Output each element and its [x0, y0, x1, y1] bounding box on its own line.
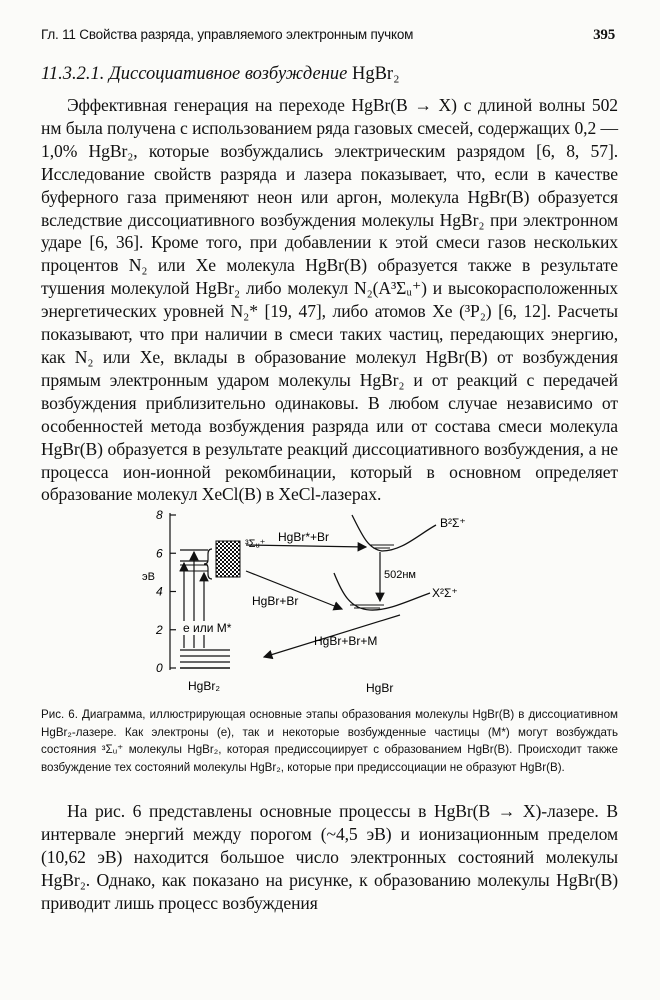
y-axis-unit: эВ — [142, 571, 155, 583]
x-state-levels — [350, 605, 384, 608]
y-tick-label: 6 — [156, 546, 163, 561]
section-formula: HgBr₂ — [351, 64, 400, 84]
reaction-top-label: HgBr*+Br — [278, 530, 330, 544]
y-tick-label: 8 — [156, 508, 163, 522]
molecule-left-label: HgBr₂ — [188, 679, 220, 693]
y-tick-label: 4 — [156, 584, 163, 599]
wavelength-label: 502нм — [384, 569, 416, 581]
state-x-label: X²Σ⁺ — [432, 586, 458, 600]
page-number: 395 — [593, 27, 615, 43]
predissociating-states-block — [216, 541, 240, 577]
state-3sigma-label: ³Σᵤ⁺ — [245, 538, 266, 550]
b-state-levels — [370, 545, 394, 548]
energy-level-diagram — [118, 505, 538, 705]
reaction-bottom-label: HgBr+Br+M — [314, 634, 378, 648]
section-heading — [41, 64, 400, 85]
hgbr2-ground-levels — [180, 650, 230, 668]
y-ticks — [155, 508, 176, 675]
b-state-curve — [352, 515, 436, 551]
state-b-label: B²Σ⁺ — [440, 516, 466, 530]
y-tick-label: 2 — [156, 622, 163, 637]
running-header — [41, 27, 615, 44]
figure-6-diagram — [118, 505, 538, 705]
excitation-label: e или M* — [183, 621, 232, 635]
paragraph-2: На рис. 6 представлены основные процессы в HgBr(B → X)-лазере. В интервале энергий между порогом (~4,5 эВ) и ионизационным пределом (10,62 эВ) находится большое число электронных состояний молекулы HgBr₂. Однако, как показано на рисунке, к образованию молекулы HgBr(B) приводит лишь процесс возбуждения — [41, 801, 618, 913]
figure-caption: Рис. 6. Диаграмма, иллюстрирующая основные этапы образования молекулы HgBr(B) в диссоциативном HgBr₂-лазере. Как электроны (e), так и некоторые возбужденные частицы (M*) могут возбуждать состояния ³Σᵤ⁺ молекулы HgBr₂, которая предиссоциирует с образованием HgBr(B). Происходит также возбуждение тех состояний молекулы HgBr₂, которые при предиссоциации не образуют HgBr(B). — [41, 708, 618, 774]
paragraph-1: Эффективная генерация на переходе HgBr(B → X) с длиной волны 502 нм была получена с использованием ряда газовых смесей, содержащих 0,2 — 1,0% HgBr₂, которые возбуждались электрическим разрядом [6, 8, 57]. Исследование свойств разряда и лазера показывает, что, если в качестве буферного газа применяют неон или аргон, молекула HgBr(B) образуется вследствие диссоциативного возбуждения молекулы HgBr₂ при электронном ударе [6, 36]. Кроме того, при добавлении к этой смеси газов нескольких процентов N₂ или Xe молекула HgBr(B) образуется также в результате тушения молекулой HgBr₂ либо молекул N₂(A³Σᵤ⁺) и высокорасположенных энергетических уровней N₂* [19, 47], либо атомов Xe (³P₂) [6, 12]. Расчеты показывают, что при наличии в смеси таких частиц, передающих энергию, как N₂ или Xe, вклады в образование молекул HgBr(B) от возбуждения прямым электронным ударом молекулы HgBr₂ и от реакций с передачей возбуждения приблизительно одинаковы. В любом случае независимо от особенностей метода возбуждения разряда или от состава смеси молекула HgBr(B) образуется в результате реакций диссоциативного возбуждения, а не процесса ион-ионной рекомбинации, который в основном определяет образование молекул XeCl(B) в XeCl-лазерах. — [41, 95, 618, 505]
y-tick-label: 0 — [156, 661, 163, 675]
reaction-middle-label: HgBr+Br — [252, 594, 299, 608]
molecule-right-label: HgBr — [366, 681, 394, 695]
section-title-text: 11.3.2.1. Диссоциативное возбуждение — [41, 64, 348, 84]
brace — [204, 549, 212, 579]
chapter-title: Гл. 11 Свойства разряда, управляемого электронным пучком — [41, 27, 414, 42]
